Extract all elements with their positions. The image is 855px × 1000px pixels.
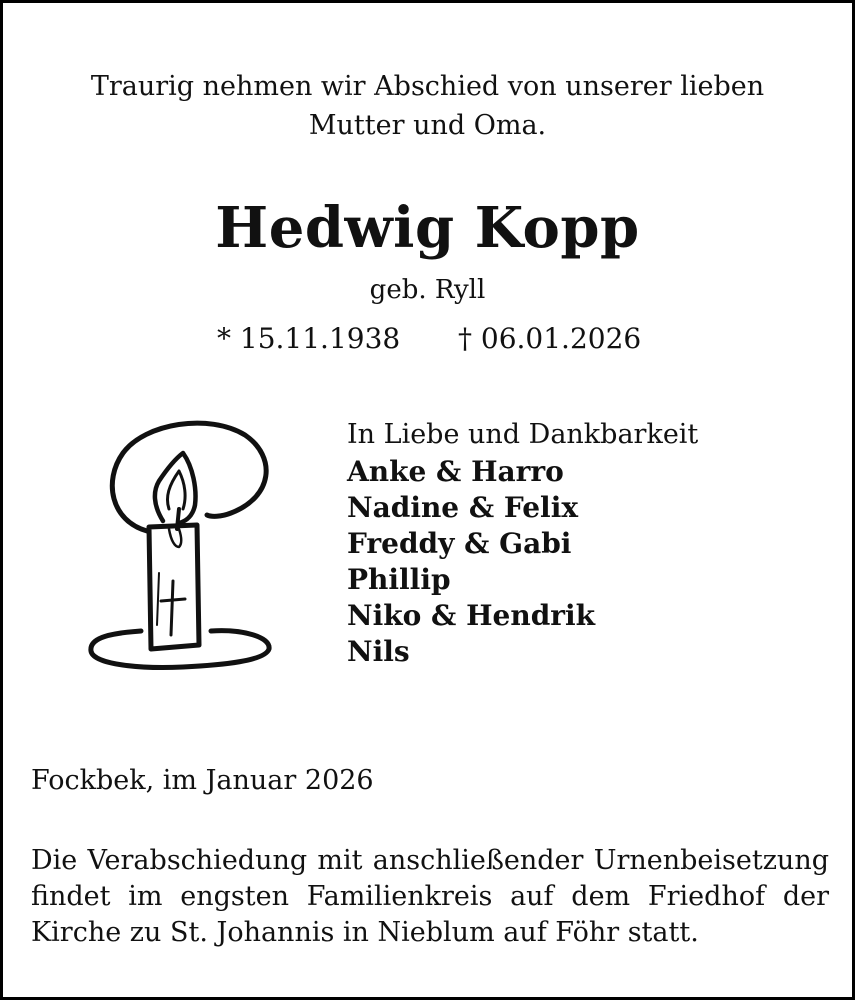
maiden-name: geb. Ryll (369, 275, 486, 305)
death-date: † 06.01.2026 (458, 322, 642, 355)
mourner-name: Freddy & Gabi (347, 527, 572, 560)
deceased-name: Hedwig Kopp (215, 195, 640, 261)
mourner-name: Anke & Harro (347, 455, 564, 488)
birth-date: * 15.11.1938 (217, 322, 401, 355)
mourner-name: Niko & Hendrik (347, 599, 596, 632)
intro-line: Mutter und Oma. (308, 110, 547, 141)
funeral-info (31, 843, 829, 951)
funeral-info-line: Die Verabschiedung mit anschließender Urnenbeisetzung (31, 845, 829, 876)
mourners-intro: In Liebe und Dankbarkeit (347, 419, 699, 450)
mourners-section (347, 416, 698, 670)
intro-text (3, 67, 852, 145)
funeral-info-line: findet im engsten Familienkreis auf dem Friedhof der (31, 881, 829, 912)
place-date: Fockbek, im Januar 2026 (31, 765, 374, 796)
intro-line: Traurig nehmen wir Abschied von unserer lieben (90, 71, 765, 102)
mourner-name: Nadine & Felix (347, 491, 579, 524)
mourner-name: Phillip (347, 563, 451, 596)
mourner-name: Nils (347, 635, 410, 668)
funeral-info-line: Kirche zu St. Johannis in Nieblum auf Föhr statt. (31, 917, 699, 948)
candle-icon (83, 413, 273, 678)
